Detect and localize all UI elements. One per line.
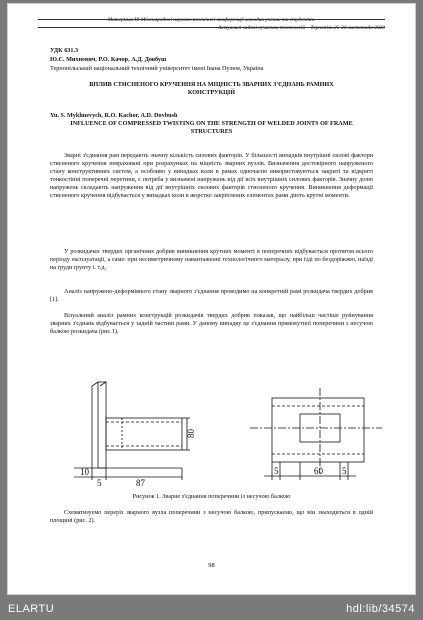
dimension-label: 5 [97, 478, 102, 488]
dimension-label: 60 [314, 466, 323, 476]
affiliation: Тернопільський національний технічний університет імені Івана Пулюя, Україна [50, 65, 264, 72]
figure-caption: Рисунок 1. Зварне з'єднання поперечини із несучою балкою [132, 493, 291, 500]
dimension-label: 10 [80, 467, 89, 477]
title-ua: ВПЛИВ СТИСНЕНОГО КРУЧЕННЯ НА МІЦНІСТЬ ЗВАРНИХ З'ЄДНАНЬ РАМНИХ КОНСТРУКЦІЙ [89, 81, 334, 96]
paragraph-3: Аналіз напружено-деформівного стану зварного з'єднання проводимо на конкретній рамі розкидача твердих добрив [1]. [50, 288, 373, 303]
dimension-label: 5 [342, 466, 347, 476]
dimension-label: 80 [186, 429, 196, 438]
repository-footer [0, 598, 423, 620]
repository-name: ELARTU [8, 603, 55, 615]
dimension-label: 87 [136, 478, 145, 488]
running-header-line2: Актуальні задачі сучасних технологій – Тернопіль 25-26 листопада 2020 [217, 25, 385, 32]
dimension-label: 5 [274, 466, 279, 476]
handle-id: hdl:lib/34574 [346, 603, 415, 615]
page-number: 98 [208, 562, 215, 569]
paragraph-2: У розкидачах твердих органічних добрив виникнення крутних моменті в поперечних відбувається протягом всього періоду експлуатації, а саме: при несиметричному навантаженні технологічного матеріалу, при їзді по бездоріжжю, наїзді на груди ґрунту і. т.д. [50, 248, 373, 271]
header-rule [38, 27, 385, 28]
header-rule [38, 19, 385, 20]
running-header-line1: Матеріали IX Міжнародної науково-технічної конференції молодих учених та студентів. [107, 17, 316, 24]
udc-code: УДК 631.3 [50, 47, 79, 54]
paragraph-4: Візуальний аналіз рамних конструкцій розкидачів твердих добрив показав, що найбільш частіше руйнування зварних з'єднань відбувається у задній частині рами. У даному випадку це з'єднання прямокутної поперечини з несучою балкою розкидача (рис.1). [50, 312, 373, 335]
paragraph-1: Зварні з'єднання рам передають значну кількість силових факторів. У більшості випадків внутрішні силові фактори стисненого кручення невраховані при розрахунках на міцність зварних вузлів. Визначення достовірного напруженого стану конструктивних систем, а особливо у випадках коли в рамах одночасно використовуються закриті та відкриті тонкостінні поперечні перетини, є потреба у визначені напружень від дії всіх внутрішніх силових факторів. Значну долю напружень складають напруження від дії внутрішніх силових факторів стисненого кручення. Виникнення деформації стисненого кручення відбувається у випадках коли в жорстко закріплених елементах рами діють крутні моменти. [50, 152, 373, 199]
paragraph-5: Схематизуємо переріз зварного вузла поперечини з несучою балкою, припускаємо, що він знаходиться в одній площині (рис. 2). [50, 509, 373, 524]
authors-en: Yu. S. Mykhnevych, R.O. Kachor, A.D. Dovbush [50, 112, 178, 119]
paper-page [8, 4, 415, 594]
title-en: INFLUENCE OF COMPRESSED TWISTING ON THE STRENGTH OF WELDED JOINTS OF FRAME STRUCTURES [70, 120, 353, 135]
welded-joint-drawing [50, 378, 392, 488]
authors-ua: Ю.С. Михневич, Р.О. Качор, А.Д. Довбуш [50, 56, 167, 63]
